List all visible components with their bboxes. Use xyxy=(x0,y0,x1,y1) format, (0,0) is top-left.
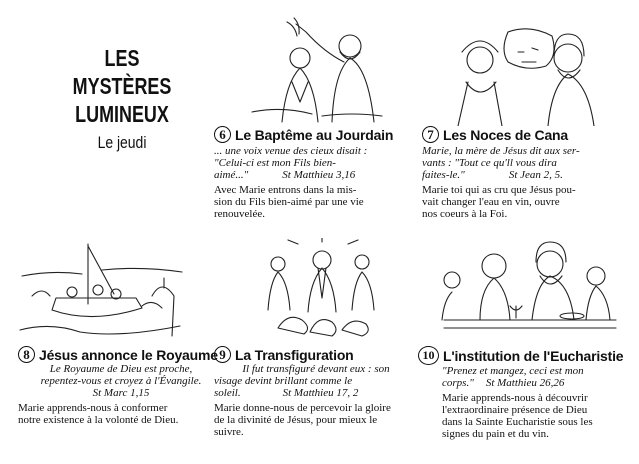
title-line: LES xyxy=(104,45,140,71)
quote-line: vants : "Tout ce qu'll vous dira xyxy=(422,157,557,169)
prayer-line: Marie apprends-nous à conformer xyxy=(18,402,168,414)
quote-line xyxy=(214,387,418,399)
mystery-header xyxy=(18,346,224,363)
mystery-number: 9 xyxy=(214,346,231,363)
scripture-reference: St Matthieu 3,16 xyxy=(282,169,356,181)
page-subtitle: Le jeudi xyxy=(97,133,147,152)
mystery-quote xyxy=(18,363,224,399)
prayer-line: Marie donne-nous de percevoir la gloire xyxy=(214,402,391,414)
prayer-line: nos coeurs à la Foi. xyxy=(422,208,508,220)
mystery-8 xyxy=(18,346,224,426)
prayer-line: l'extraordinaire présence de Dieu xyxy=(442,404,588,416)
prayer-line: signes du pain et du vin. xyxy=(442,428,549,440)
prayer-line: sion du Fils bien-aimé par une vie xyxy=(214,196,364,208)
mystery-quote xyxy=(214,145,436,181)
mystery-number: 10 xyxy=(418,346,439,365)
prayer-line: de la divinité de Jésus, pour mieux le xyxy=(214,414,378,426)
quote-line-end: aimé..." xyxy=(214,169,249,181)
mystery-header xyxy=(422,126,636,143)
quote-line: Il fut transfiguré devant eux : son xyxy=(242,363,390,375)
cana-illustration xyxy=(448,22,606,126)
prayer-line: Avec Marie entrons dans la mis- xyxy=(214,184,357,196)
mystery-prayer xyxy=(18,402,224,426)
scripture-reference: St Matthieu 17, 2 xyxy=(282,387,359,399)
quote-line: Le Royaume de Dieu est proche, xyxy=(49,363,193,375)
baptism-illustration xyxy=(232,12,390,124)
quote-line: "Celui-ci est mon Fils bien- xyxy=(214,157,336,169)
mystery-title: L'institution de l'Eucharistie xyxy=(443,347,624,364)
quote-line xyxy=(442,377,636,389)
quote-line: visage devint brillant comme le xyxy=(214,375,353,387)
prayer-line: notre existence à la volonté de Dieu. xyxy=(18,414,179,426)
mystery-6 xyxy=(214,126,436,220)
title-line: LUMINEUX xyxy=(75,101,169,127)
mystery-header xyxy=(418,346,636,365)
mystery-number: 8 xyxy=(18,346,35,363)
mystery-header xyxy=(214,346,418,363)
transfiguration-illustration xyxy=(258,238,388,338)
prayer-line: renouvelée. xyxy=(214,208,265,220)
quote-line: ... une voix venue des cieux disait : xyxy=(214,145,368,157)
mystery-quote xyxy=(422,145,636,181)
title-line: MYSTÈRES xyxy=(72,73,172,99)
prayer-line: dans la Sainte Eucharistie sous les xyxy=(442,416,593,428)
mystery-prayer xyxy=(214,184,436,220)
boat-illustration xyxy=(12,236,190,342)
scripture-reference: St Matthieu 26,26 xyxy=(485,377,565,389)
prayer-line: Marie apprends-nous à découvrir xyxy=(442,392,588,404)
prayer-line: suivre. xyxy=(214,426,244,438)
mystery-title: Jésus annonce le Royaume xyxy=(39,346,218,363)
quote-line: "Prenez et mangez, ceci est mon xyxy=(442,365,584,377)
scripture-reference: St Marc 1,15 xyxy=(92,387,150,399)
prayer-line: Marie toi qui as cru que Jésus pou- xyxy=(422,184,576,196)
quote-line-end: corps." xyxy=(442,377,474,389)
mystery-title: La Transfiguration xyxy=(235,346,354,363)
mystery-prayer xyxy=(214,402,418,438)
mystery-header xyxy=(214,126,436,143)
mystery-title: Le Baptême au Jourdain xyxy=(235,126,394,143)
mystery-quote xyxy=(418,365,636,389)
mystery-number: 7 xyxy=(422,126,439,143)
mystery-prayer xyxy=(418,392,636,440)
quote-line-end: soleil. xyxy=(214,387,241,399)
page-title xyxy=(67,44,176,128)
prayer-line: vait changer l'eau en vin, ouvre xyxy=(422,196,560,208)
mystery-quote xyxy=(214,363,418,399)
mystery-title: Les Noces de Cana xyxy=(443,126,568,143)
mystery-7 xyxy=(422,126,636,220)
scripture-reference: St Jean 2, 5. xyxy=(508,169,563,181)
quote-line: repentez-vous et croyez à l'Évangile. xyxy=(40,375,202,387)
mystery-9 xyxy=(214,346,418,438)
quote-line-end: faites-le." xyxy=(422,169,465,181)
mystery-number: 6 xyxy=(214,126,231,143)
mystery-prayer xyxy=(422,184,636,220)
last-supper-illustration xyxy=(440,236,620,340)
mystery-10 xyxy=(418,346,636,440)
quote-line xyxy=(422,169,636,181)
quote-line: Marie, la mère de Jésus dit aux ser- xyxy=(422,145,580,157)
quote-line xyxy=(214,169,436,181)
